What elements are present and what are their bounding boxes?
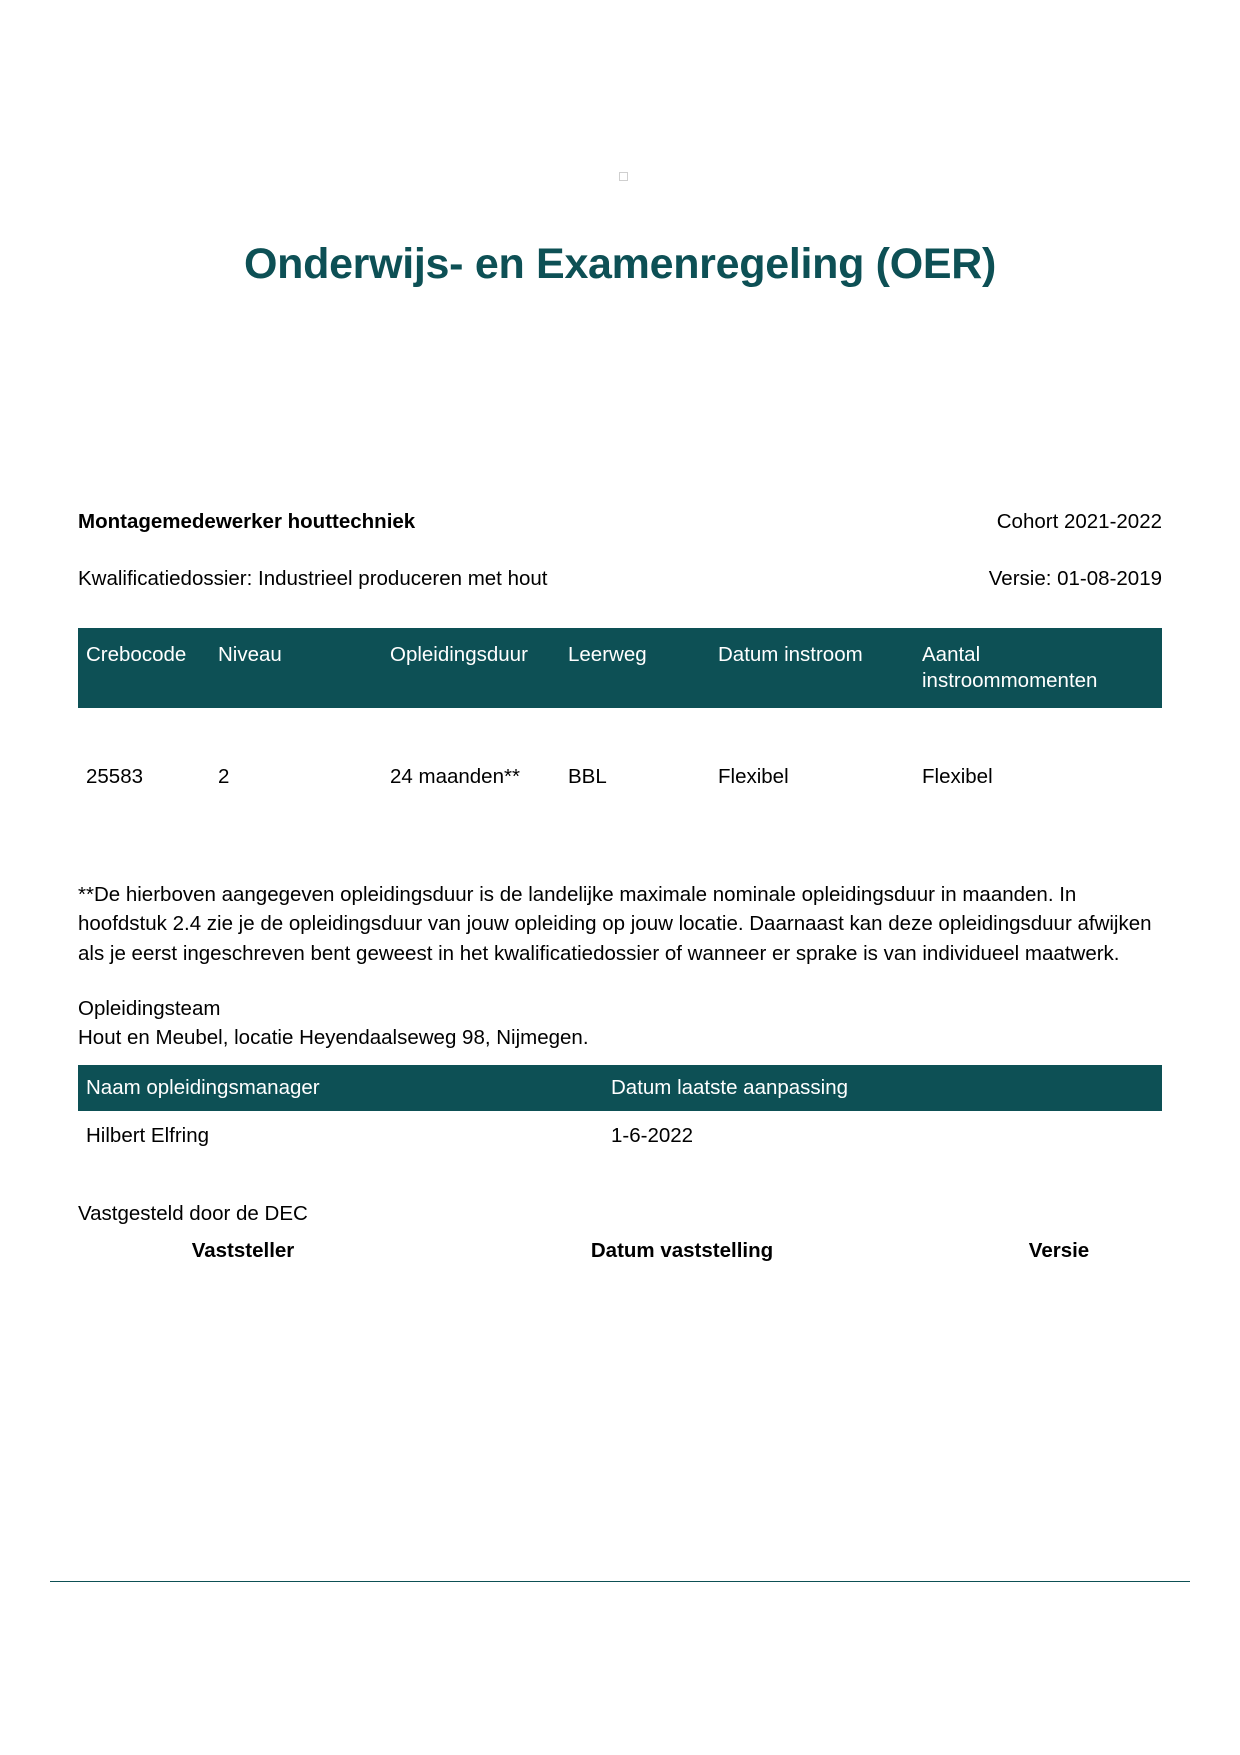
dec-label: Vastgesteld door de DEC	[78, 1202, 308, 1226]
team-location: Hout en Meubel, locatie Heyendaalseweg 98, Nijmegen.	[78, 1026, 589, 1050]
program-name: Montagemedewerker houttechniek	[78, 510, 416, 533]
column-header-vaststeller: Vaststeller	[191, 1239, 295, 1263]
footer-divider	[50, 1581, 1190, 1582]
column-header-versie: Versie	[1028, 1239, 1090, 1263]
document-meta	[78, 509, 1162, 592]
column-header-datum-instroom: Datum instroom	[710, 628, 914, 707]
cell-datum-instroom: Flexibel	[718, 764, 789, 788]
cell-niveau: 2	[218, 764, 230, 788]
cell-aantal-instroommomenten: Flexibel	[922, 764, 993, 788]
page-top-marker-icon	[619, 172, 628, 181]
cell-last-modified-date: 1-6-2022	[611, 1124, 694, 1148]
cell-opleidingsduur: 24 maanden**	[390, 764, 520, 788]
column-header-niveau: Niveau	[210, 628, 382, 707]
table-row	[78, 1111, 1162, 1160]
table-row	[78, 708, 1162, 847]
cell-manager-name: Hilbert Elfring	[86, 1124, 210, 1148]
column-header-naam-opleidingsmanager: Naam opleidingsmanager	[78, 1065, 603, 1112]
column-header-crebocode: Crebocode	[78, 628, 210, 707]
dec-table	[78, 1238, 1162, 1264]
column-header-leerweg: Leerweg	[560, 628, 710, 707]
column-header-opleidingsduur: Opleidingsduur	[382, 628, 560, 707]
column-header-aantal-instroommomenten: Aantal instroommomenten	[914, 628, 1162, 707]
cell-leerweg: BBL	[568, 764, 607, 788]
table-header-row	[78, 628, 1162, 707]
cell-crebocode: 25583	[86, 764, 144, 788]
version-label: Versie: 01-08-2019	[988, 566, 1162, 590]
duration-footnote: **De hierboven aangegeven opleidingsduur is de landelijke maximale nominale opleidingsduur in maanden. In hoofdstuk 2.4 zie je de opleidingsduur van jouw opleiding op jouw locatie. Daarnaast kan deze opleidingsduur afwijken als je eerst ingeschreven bent geweest in het kwalificatiedossier of wanneer er sprake is van individueel maatwerk.	[78, 883, 1152, 965]
column-header-datum-vaststelling: Datum vaststelling	[590, 1239, 774, 1263]
meta-row-program	[78, 509, 1162, 536]
qualification-file: Kwalificatiedossier: Industrieel produceren met hout	[78, 566, 548, 590]
table-header-row	[78, 1065, 1162, 1112]
program-details-table	[78, 628, 1162, 846]
table-header-row	[78, 1238, 1162, 1264]
column-header-datum-laatste-aanpassing: Datum laatste aanpassing	[603, 1065, 1162, 1112]
meta-row-qualification	[78, 566, 1162, 593]
page-title: Onderwijs- en Examenregeling (OER)	[243, 240, 997, 288]
cohort-label: Cohort 2021-2022	[996, 510, 1162, 533]
team-label: Opleidingsteam	[78, 997, 221, 1021]
manager-table	[78, 1065, 1162, 1160]
team-block	[78, 994, 1162, 1053]
